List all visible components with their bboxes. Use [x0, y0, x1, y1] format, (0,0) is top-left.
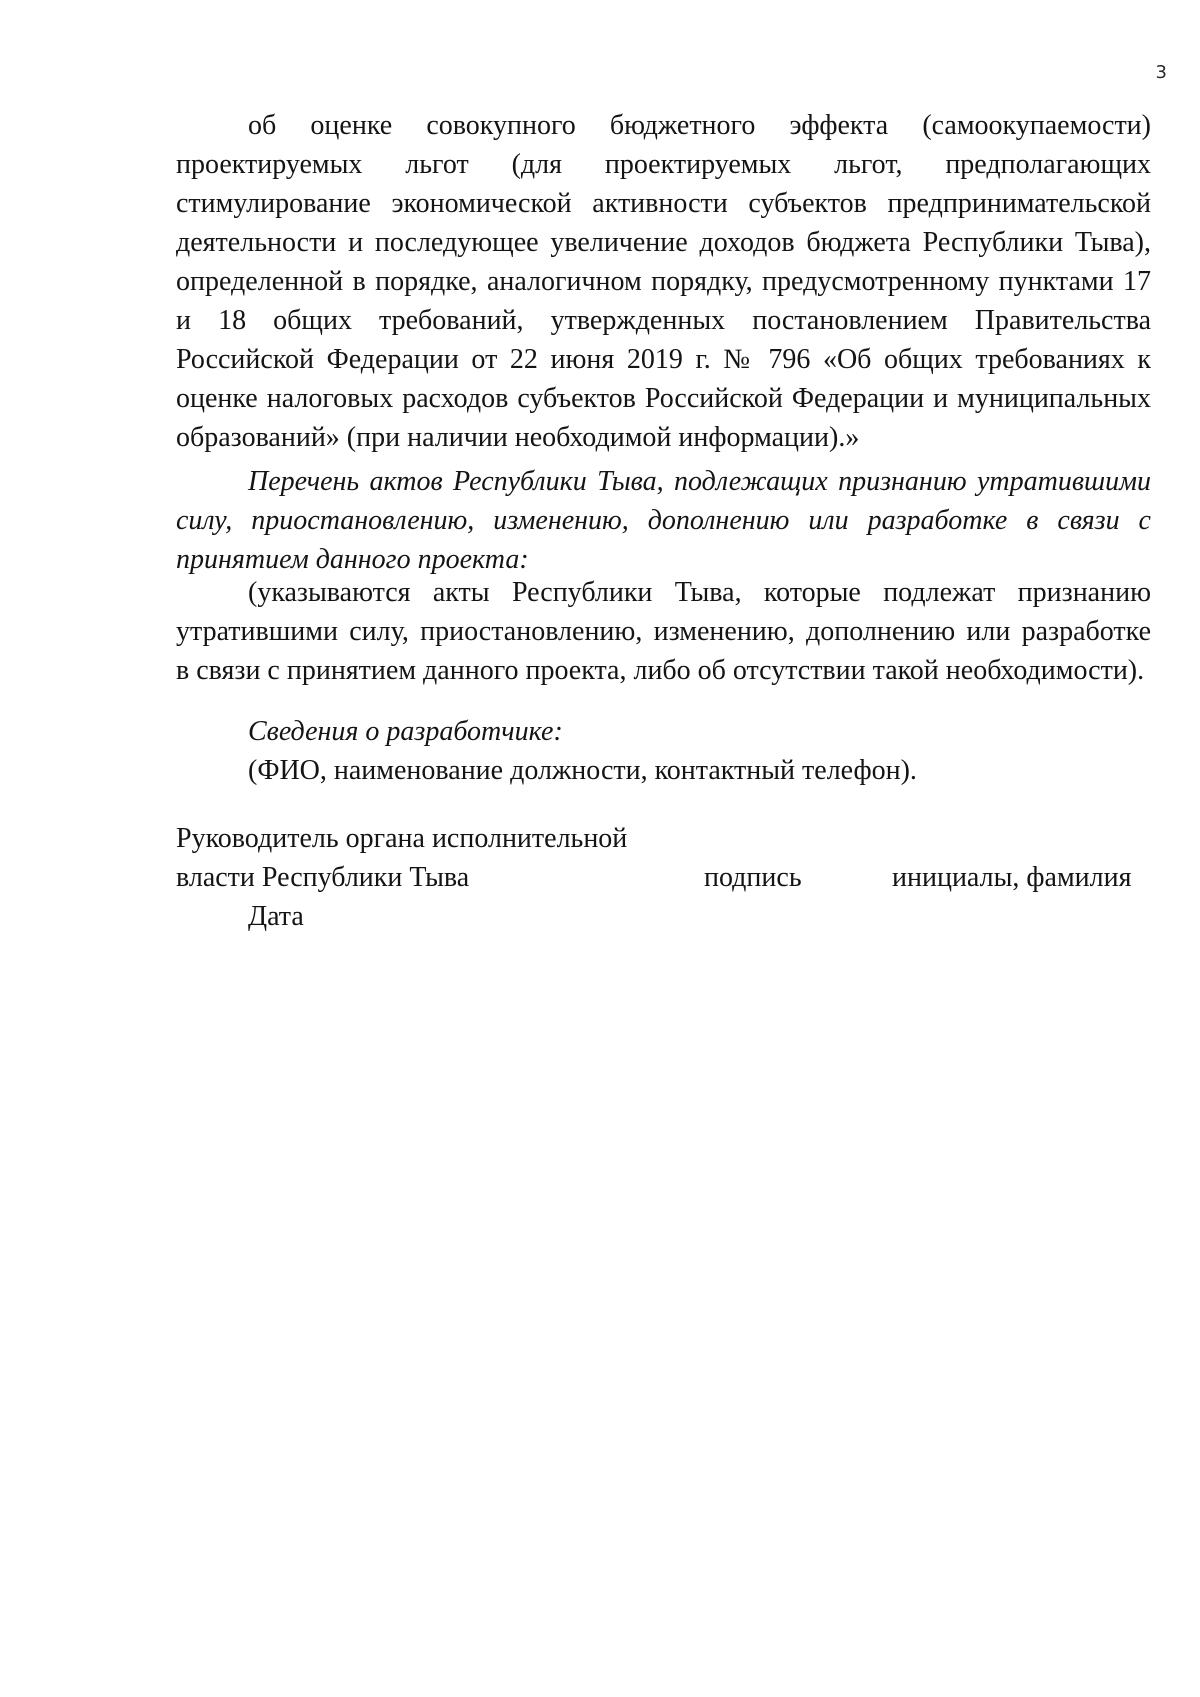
budget-effect-paragraph [176, 106, 1151, 457]
name-label: инициалы, фамилия [892, 862, 1132, 893]
paragraph-line: образований» (при наличии необходимой информации).» [176, 422, 860, 453]
paragraph-line: оценке налоговых расходов субъектов Российской Федерации и муниципальных [176, 383, 1151, 414]
heading-line: силу, приостановлению, изменению, дополнению или разработке в связи с [176, 505, 1151, 536]
acts-section-heading [176, 462, 1151, 579]
paragraph-line: деятельности и последующее увеличение доходов бюджета Республики Тыва), [176, 227, 1151, 258]
signatory-position-line2: власти Республики Тыва [176, 862, 470, 893]
heading-line: Перечень актов Республики Тыва, подлежащих признанию утратившими [248, 466, 1151, 497]
signature-label: подпись [704, 862, 802, 893]
developer-heading: Сведения о разработчике: [248, 716, 563, 747]
heading-line: принятием данного проекта: [176, 544, 529, 575]
body-line: утратившими силу, приостановлению, изменению, дополнению или разработке [176, 616, 1151, 647]
paragraph-line: проектируемых льгот (для проектируемых льгот, предполагающих [176, 149, 1151, 180]
developer-body: (ФИО, наименование должности, контактный телефон). [248, 755, 917, 786]
paragraph-line: об оценке совокупного бюджетного эффекта (самоокупаемости) [248, 110, 1151, 141]
paragraph-line: и 18 общих требований, утвержденных постановлением Правительства [176, 305, 1151, 336]
developer-section [176, 712, 1151, 790]
acts-section-body [176, 573, 1151, 690]
paragraph-line: Российской Федерации от 22 июня 2019 г. № 796 «Об общих требованиях к [176, 344, 1151, 375]
date-label: Дата [248, 901, 304, 932]
paragraph-line: стимулирование экономической активности субъектов предпринимательской [176, 188, 1151, 219]
page-number: 3 [1155, 62, 1167, 83]
paragraph-line: определенной в порядке, аналогичном порядку, предусмотренному пунктами 17 [176, 266, 1151, 297]
signatory-position-line1: Руководитель органа исполнительной [176, 823, 628, 854]
body-line: в связи с принятием данного проекта, либо об отсутствии такой необходимости). [176, 655, 1145, 686]
body-line: (указываются акты Республики Тыва, которые подлежат признанию [248, 577, 1151, 608]
